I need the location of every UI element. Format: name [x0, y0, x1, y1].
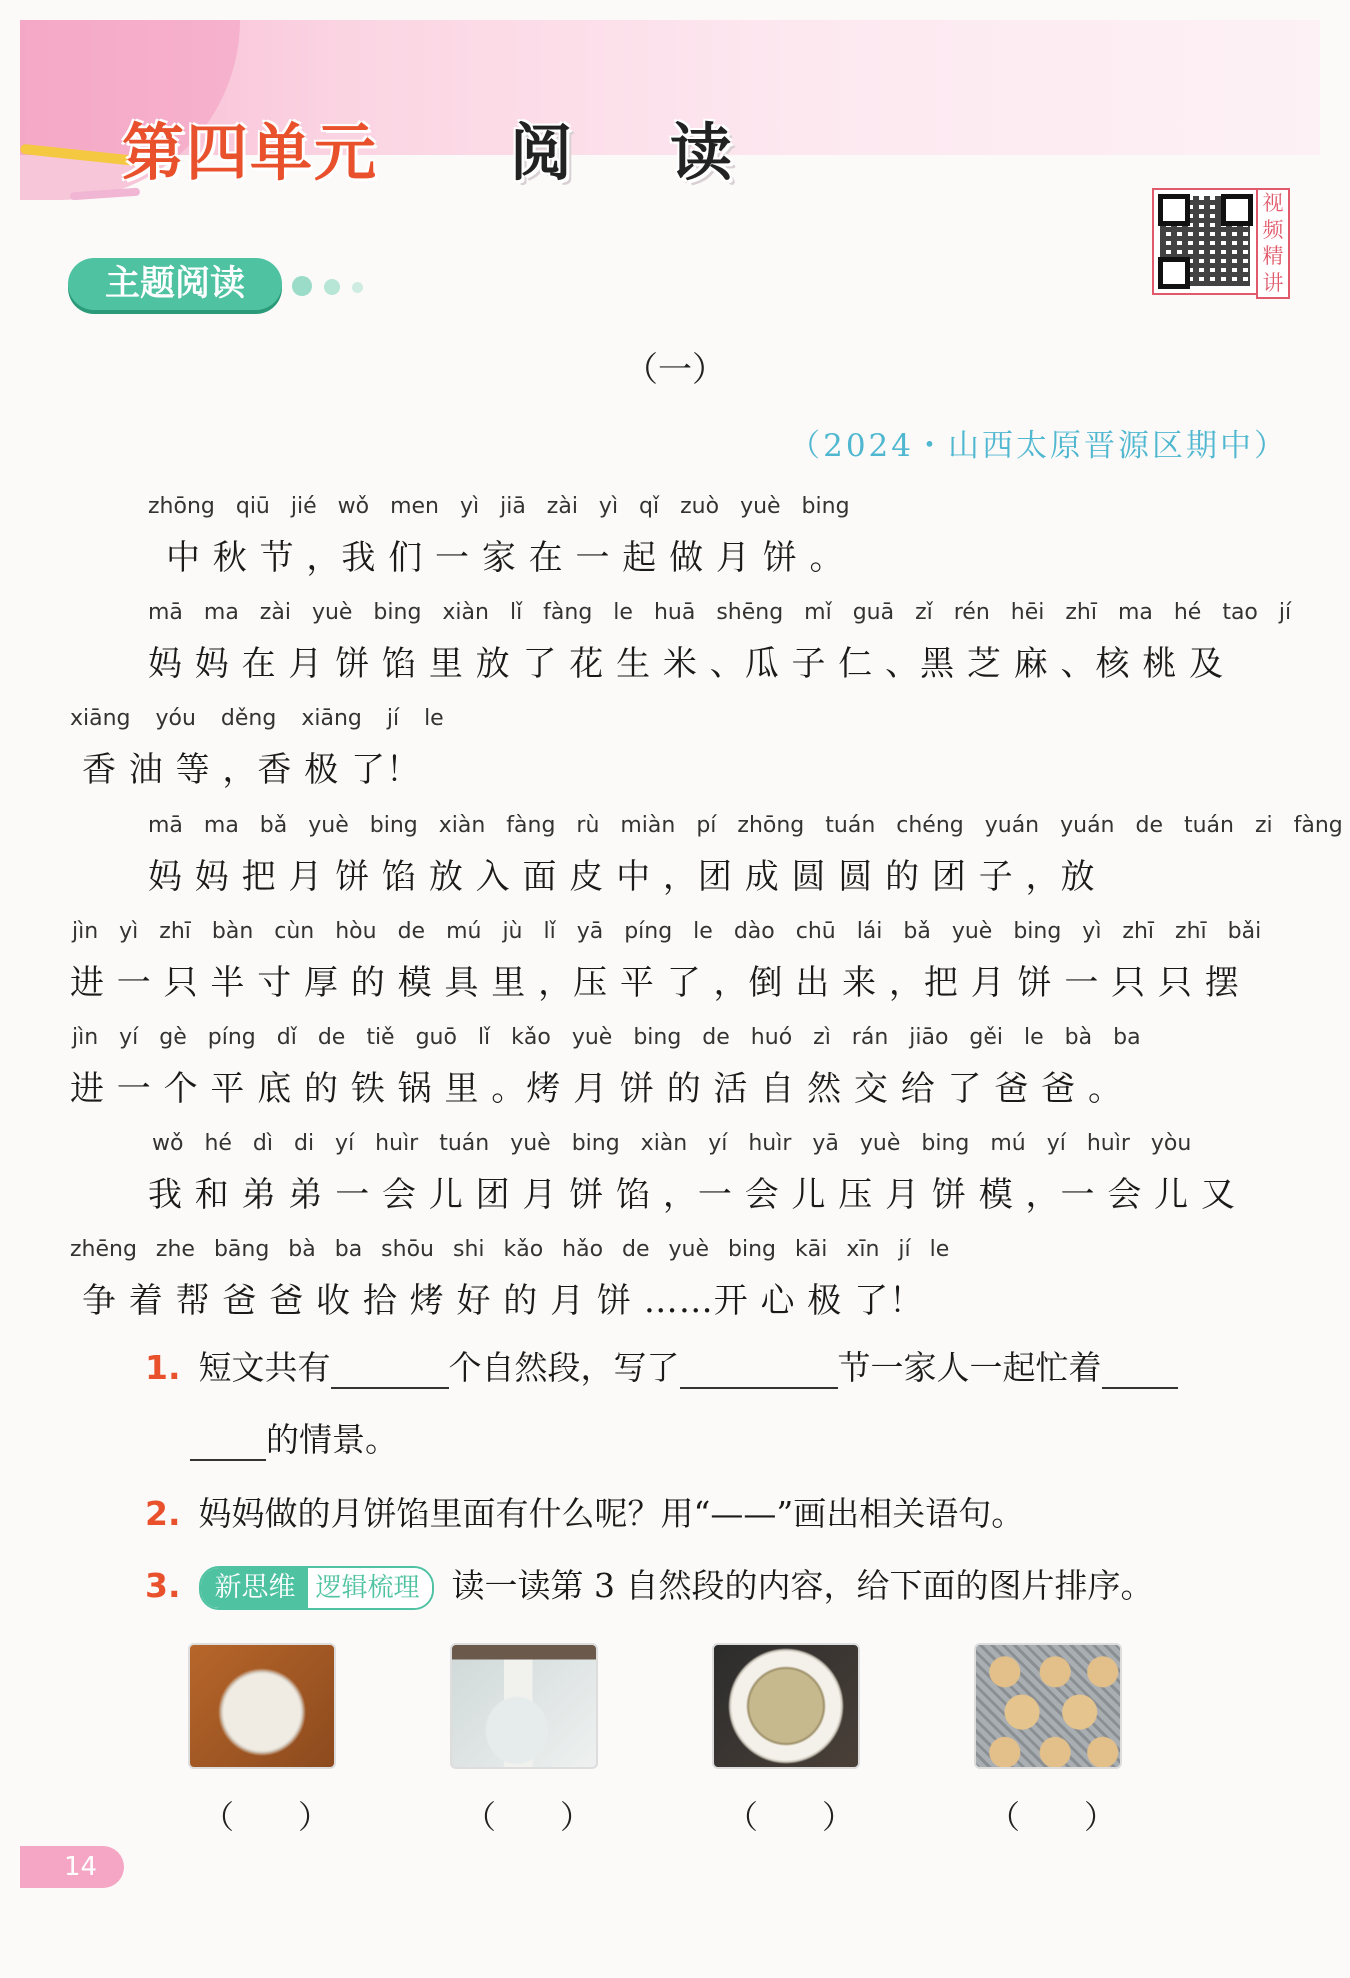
- pinyin-line: mā ma bǎ yuè bing xiàn fàng rù miàn pí zhōng tuán chéng yuán yuán de tuán zi fàng: [148, 813, 1343, 838]
- passage-line: 妈 妈 把 月 饼 馅 放 入 面 皮 中 ，团 成 圆 圆 的 团 子 ，放: [148, 857, 1096, 897]
- exam-source: （2024・山西太原晋源区期中）: [789, 428, 1288, 464]
- question-number: 1.: [145, 1348, 181, 1387]
- question-3: [145, 1560, 1154, 1610]
- answer-blank[interactable]: [331, 1357, 449, 1389]
- tag-sublabel: 逻辑梳理: [308, 1568, 432, 1608]
- question-text: 妈妈做的月饼馅里面有什么呢？用“——”画出相关语句。: [198, 1494, 1025, 1533]
- order-answer-box[interactable]: （ ）: [202, 1798, 331, 1836]
- passage-line: 进 一 个 平 底 的 铁 锅 里 。烤 月 饼 的 活 自 然 交 给 了 爸 爸 。: [70, 1069, 1123, 1109]
- pinyin-line: wǒ hé dì di yí huìr tuán yuè bing xiàn yí huìr yā yuè bing mú yí huìr yòu: [152, 1131, 1192, 1156]
- passage-line: 中 秋 节 ，我 们 一 家 在 一 起 做 月 饼 。: [166, 538, 845, 578]
- video-explain-label[interactable]: [1256, 188, 1290, 299]
- passage-line: 争 着 帮 爸 爸 收 拾 烤 好 的 月 饼 ……开 心 极 了！: [82, 1281, 925, 1321]
- question-number: 3.: [145, 1566, 181, 1605]
- question-2: [145, 1488, 1024, 1535]
- passage-line: 我 和 弟 弟 一 会 儿 团 月 饼 馅 ，一 会 儿 压 月 饼 模 ，一 会 儿 又: [148, 1175, 1236, 1215]
- qr-label-char: 精: [1262, 244, 1284, 269]
- answer-blank[interactable]: [680, 1357, 838, 1389]
- question-1: [145, 1342, 1178, 1389]
- pinyin-line: mā ma zài yuè bing xiàn lǐ fàng le huā shēng mǐ guā zǐ rén hēi zhī ma hé tao jí: [148, 600, 1292, 625]
- unit-title: 第四单元: [122, 116, 379, 189]
- passage-line: 香 油 等 ，香 极 了！: [82, 750, 422, 790]
- order-answer-box[interactable]: （ ）: [726, 1798, 855, 1836]
- passage-line: 进 一 只 半 寸 厚 的 模 具 里 ，压 平 了 ，倒 出 来 ，把 月 饼 一 只 只 摆: [70, 963, 1240, 1003]
- decor-dot: [324, 279, 340, 295]
- reading-title-char: 阅: [510, 116, 573, 189]
- question-text: 个自然段，写了: [448, 1348, 680, 1387]
- question-text: 读一读第 3 自然段的内容，给下面的图片排序。: [451, 1566, 1154, 1605]
- pinyin-line: zhēng zhe bāng bà ba shōu shi kǎo hǎo de yuè bing kāi xīn jí le: [70, 1237, 950, 1262]
- theme-reading-tag: 主题阅读: [68, 258, 282, 310]
- question-text: 短文共有: [198, 1348, 331, 1387]
- decor-dot: [352, 282, 363, 293]
- qr-label-char: 视: [1262, 190, 1284, 215]
- question-1-continued: [190, 1414, 398, 1461]
- dough-ball-photo: [188, 1643, 336, 1769]
- question-text: 节一家人一起忙着: [837, 1348, 1102, 1387]
- order-answer-box[interactable]: （ ）: [988, 1798, 1117, 1836]
- answer-blank[interactable]: [1102, 1357, 1178, 1389]
- passage-line: 妈 妈 在 月 饼 馅 里 放 了 花 生 米 、瓜 子 仁 、黑 芝 麻 、核 桃 及: [148, 644, 1225, 684]
- answer-blank[interactable]: [190, 1429, 266, 1461]
- baked-mooncakes-tray-photo: [974, 1643, 1122, 1769]
- pinyin-line: zhōng qiū jié wǒ men yì jiā zài yì qǐ zuò yuè bing: [148, 494, 850, 519]
- qr-label-char: 讲: [1262, 271, 1284, 296]
- question-text: 的情景。: [266, 1420, 398, 1459]
- tag-label: 新思维: [201, 1568, 308, 1608]
- page-number: 14: [20, 1846, 124, 1888]
- pinyin-line: jìn yí gè píng dǐ de tiě guō lǐ kǎo yuè bing de huó zì rán jiāo gěi le bà ba: [72, 1025, 1141, 1050]
- reading-title-char: 读: [670, 116, 733, 189]
- new-thinking-tag: [199, 1566, 434, 1610]
- pinyin-line: jìn yì zhī bàn cùn hòu de mú jù lǐ yā píng le dào chū lái bǎ yuè bing yì zhī zhī bǎi: [72, 919, 1262, 944]
- qr-label-char: 频: [1262, 217, 1284, 242]
- order-answer-box[interactable]: （ ）: [464, 1798, 593, 1836]
- mooncake-in-mold-photo: [712, 1643, 860, 1769]
- section-number: （一）: [624, 350, 726, 390]
- pinyin-line: xiāng yóu děng xiāng jí le: [70, 706, 444, 731]
- decor-dot: [292, 276, 312, 296]
- qr-code-icon[interactable]: [1152, 188, 1259, 295]
- mooncake-mold-press-photo: [450, 1643, 598, 1769]
- question-number: 2.: [145, 1494, 181, 1533]
